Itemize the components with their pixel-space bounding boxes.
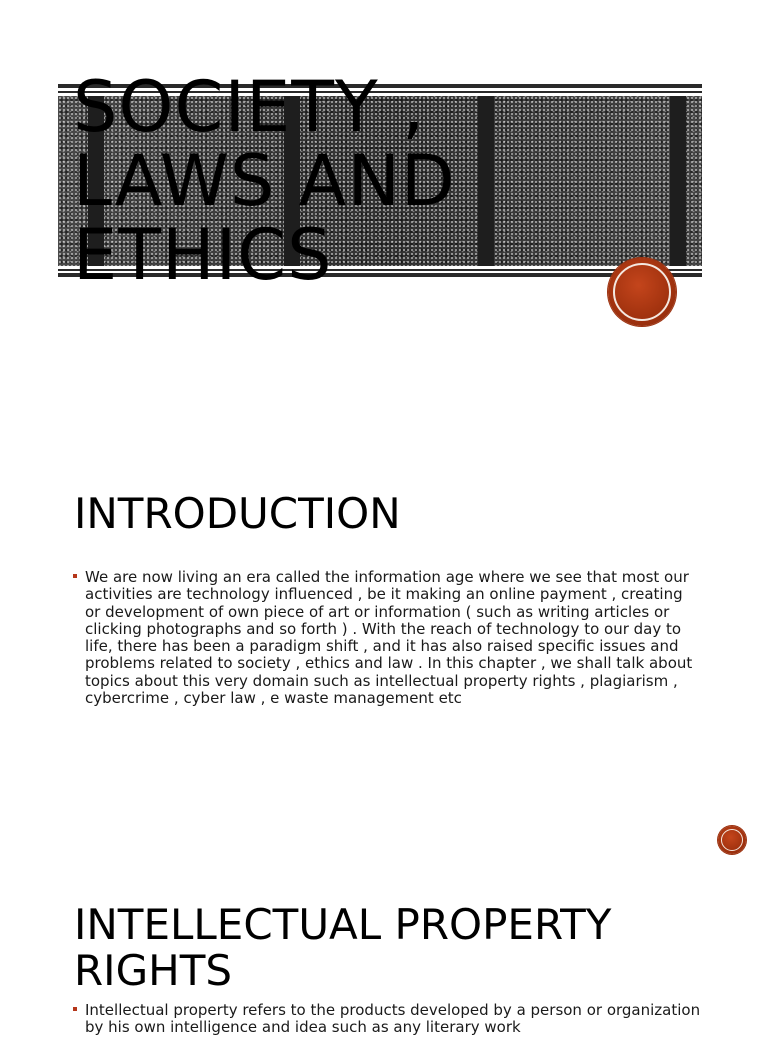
bullet-icon [73,574,77,578]
bullet-text: We are now living an era called the information age where we see that most our activities are technology influenced , be it making an online payment , creating or development of own piece of art or information ( such as writing articles or clicking photographs and so forth ) . With the reach of technology to our day to life, there has been a paradigm shift , and it has also raised specific issues and problems related to society , ethics and law . In this chapter , we shall talk about topics about this very domain such as intellectual property rights , plagiarism , cybercrime , cyber law , e waste management etc [85,568,693,708]
introduction-heading: INTRODUCTION [74,489,401,538]
decorative-disc-icon [608,258,676,326]
ipr-bullets [73,1002,701,1037]
banner-stripe [478,96,494,266]
ipr-heading [74,902,611,994]
list-item [73,569,701,707]
bullet-text: Intellectual property refers to the products developed by a person or organization by his own intelligence and idea such as any literary work [85,1001,701,1037]
decorative-disc-icon [718,826,746,854]
slide-title-line: SOCIETY , [73,66,426,148]
ipr-heading-line: RIGHTS [74,946,233,995]
bullet-icon [73,1007,77,1011]
list-item [73,1002,701,1037]
slide-title-line: LAWS AND [73,140,456,222]
introduction-bullets [73,569,701,707]
slide-title [73,66,456,296]
ipr-heading-line: INTELLECTUAL PROPERTY [74,900,612,949]
banner-stripe [670,96,686,266]
slide-title-line: ETHICS [73,214,333,296]
